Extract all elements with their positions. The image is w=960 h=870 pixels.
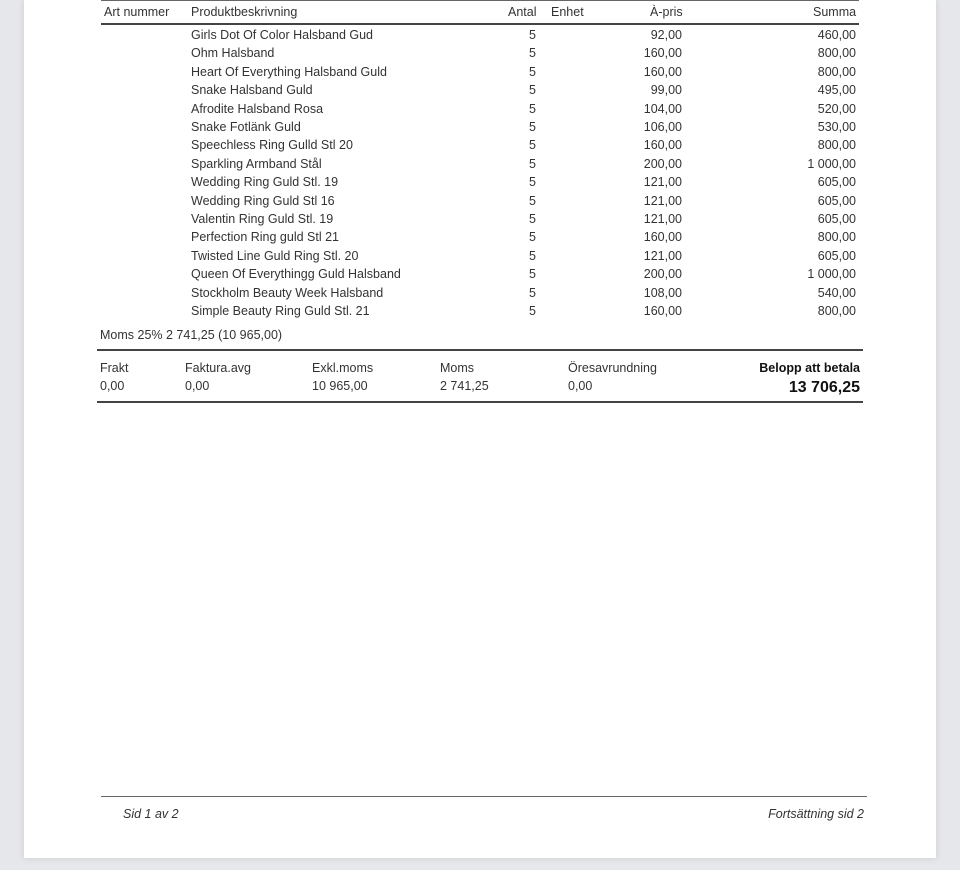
table-row [24, 212, 936, 230]
table-row [24, 267, 936, 285]
row-summa: 495,00 [817, 83, 856, 98]
row-antal: 5 [529, 175, 536, 190]
row-apris: 160,00 [643, 230, 682, 245]
row-apris: 121,00 [643, 193, 682, 208]
row-apris: 121,00 [643, 248, 682, 263]
row-summa: 800,00 [817, 138, 856, 153]
row-apris: 160,00 [643, 304, 682, 318]
row-apris: 99,00 [650, 83, 682, 98]
col-header-antal: Antal [508, 5, 537, 19]
row-summa: 1 000,00 [807, 156, 856, 171]
row-antal: 5 [529, 212, 536, 226]
row-apris: 104,00 [643, 101, 682, 116]
row-description: Snake Fotlänk Guld [191, 120, 301, 134]
row-summa: 605,00 [817, 248, 856, 263]
row-summa: 800,00 [817, 64, 856, 79]
belopp-att-betala-value: 13 706,25 [788, 379, 860, 396]
row-antal: 5 [529, 83, 536, 98]
table-row [24, 194, 936, 212]
col-header-art-nummer: Art nummer [104, 5, 170, 19]
row-apris: 108,00 [643, 285, 682, 300]
row-antal: 5 [529, 64, 536, 79]
row-summa: 605,00 [817, 175, 856, 190]
row-description: Ohm Halsband [191, 46, 275, 61]
row-summa: 1 000,00 [807, 267, 856, 282]
belopp-att-betala-label: Belopp att betala [759, 361, 860, 375]
table-row [24, 157, 936, 175]
row-summa: 800,00 [817, 304, 856, 318]
faktura-avg-label: Faktura.avg [185, 361, 252, 375]
row-antal: 5 [529, 120, 536, 134]
row-description: Afrodite Halsband Rosa [191, 101, 324, 116]
row-apris: 121,00 [643, 212, 682, 226]
row-description: Snake Halsband Guld [191, 83, 313, 98]
header-top-rule [101, 0, 859, 1]
row-antal: 5 [529, 28, 536, 42]
moms-summary-line: Moms 25% 2 741,25 (10 965,00) [100, 328, 283, 342]
oresavrundning-value: 0,00 [568, 379, 593, 393]
row-antal: 5 [529, 46, 536, 61]
table-row [24, 120, 936, 138]
table-row [24, 175, 936, 193]
row-description: Speechless Ring Gulld Stl 20 [191, 138, 353, 153]
exkl-moms-value: 10 965,00 [312, 379, 368, 393]
moms-value: 2 741,25 [440, 379, 489, 393]
faktura-avg-value: 0,00 [185, 379, 210, 393]
row-description: Stockholm Beauty Week Halsband [191, 285, 384, 300]
row-antal: 5 [529, 138, 536, 153]
table-row [24, 102, 936, 120]
row-apris: 160,00 [643, 46, 682, 61]
row-description: Perfection Ring guld Stl 21 [191, 230, 340, 245]
table-row [24, 138, 936, 156]
row-description: Sparkling Armband Stål [191, 156, 322, 171]
frakt-label: Frakt [100, 361, 129, 375]
table-row [24, 28, 936, 46]
row-antal: 5 [529, 101, 536, 116]
table-row [24, 83, 936, 101]
page-number: Sid 1 av 2 [123, 807, 179, 821]
row-apris: 200,00 [643, 267, 682, 282]
table-row [24, 65, 936, 83]
row-antal: 5 [529, 267, 536, 282]
frakt-value: 0,00 [100, 379, 125, 393]
moms-label: Moms [440, 361, 475, 375]
row-antal: 5 [529, 156, 536, 171]
table-row [24, 286, 936, 304]
row-antal: 5 [529, 230, 536, 245]
row-description: Simple Beauty Ring Guld Stl. 21 [191, 304, 370, 318]
header-bottom-rule [101, 23, 859, 25]
row-antal: 5 [529, 248, 536, 263]
row-description: Heart Of Everything Halsband Guld [191, 64, 387, 79]
col-header-enhet: Enhet [551, 5, 584, 19]
row-summa: 460,00 [817, 28, 856, 42]
row-apris: 121,00 [643, 175, 682, 190]
row-apris: 160,00 [643, 64, 682, 79]
row-summa: 605,00 [817, 212, 856, 226]
table-row [24, 230, 936, 248]
row-description: Queen Of Everythingg Guld Halsband [191, 267, 401, 282]
col-header-apris: À-pris [650, 5, 683, 19]
row-apris: 106,00 [643, 120, 682, 134]
row-summa: 800,00 [817, 46, 856, 61]
totals-top-rule [97, 349, 863, 351]
invoice-page [24, 0, 936, 858]
row-summa: 800,00 [817, 230, 856, 245]
row-summa: 530,00 [817, 120, 856, 134]
row-antal: 5 [529, 193, 536, 208]
table-row [24, 46, 936, 64]
row-antal: 5 [529, 304, 536, 318]
row-antal: 5 [529, 285, 536, 300]
row-apris: 160,00 [643, 138, 682, 153]
row-description: Valentin Ring Guld Stl. 19 [191, 212, 334, 226]
oresavrundning-label: Öresavrundning [568, 361, 657, 375]
row-description: Wedding Ring Guld Stl 16 [191, 193, 335, 208]
row-summa: 540,00 [817, 285, 856, 300]
table-row [24, 304, 936, 322]
col-header-produktbeskrivning: Produktbeskrivning [191, 5, 298, 19]
col-header-summa: Summa [813, 5, 857, 19]
row-description: Girls Dot Of Color Halsband Gud [191, 28, 374, 42]
totals-bottom-rule [97, 401, 863, 403]
row-summa: 520,00 [817, 101, 856, 116]
row-description: Twisted Line Guld Ring Stl. 20 [191, 248, 359, 263]
row-apris: 200,00 [643, 156, 682, 171]
row-summa: 605,00 [817, 193, 856, 208]
table-row [24, 249, 936, 267]
row-description: Wedding Ring Guld Stl. 19 [191, 175, 339, 190]
continuation-note: Fortsättning sid 2 [768, 807, 864, 821]
row-apris: 92,00 [650, 28, 682, 42]
footer-rule [101, 796, 867, 797]
exkl-moms-label: Exkl.moms [312, 361, 374, 375]
